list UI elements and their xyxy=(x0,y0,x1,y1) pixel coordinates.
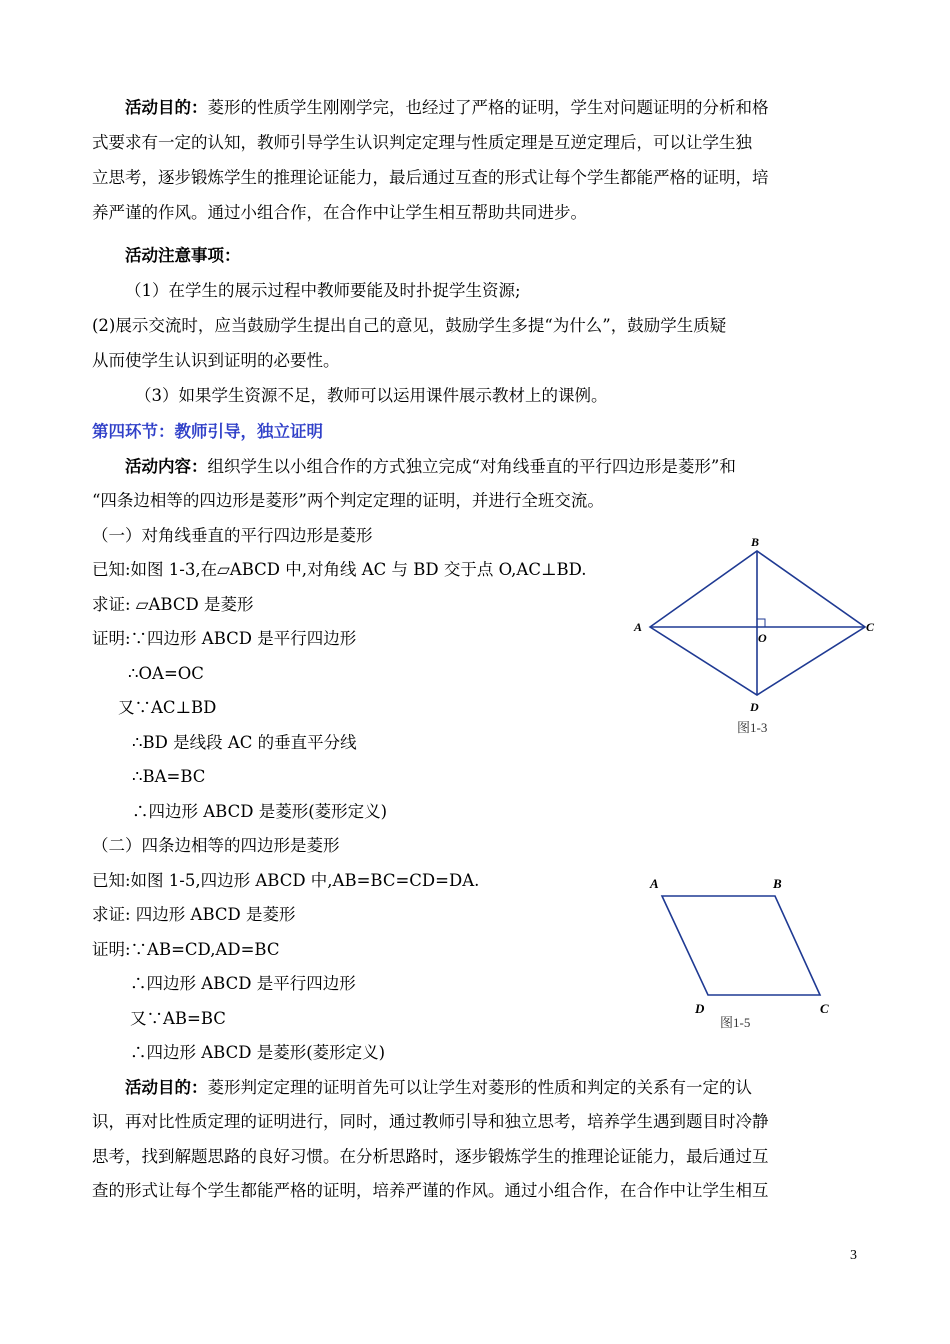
proof1-step-1: 证明:∵四边形 ABCD 是平行四边形 xyxy=(92,629,357,648)
caption-1-5: 图1-5 xyxy=(720,1015,751,1030)
proof1-step-2: ∴OA=OC xyxy=(128,664,204,683)
label-c: C xyxy=(820,1001,829,1016)
page-number: 3 xyxy=(850,1248,857,1263)
note-item-3: （3）如果学生资源不足，教师可以运用课件展示教材上的课例。 xyxy=(135,386,608,405)
proof2-step-2: ∴四边形 ABCD 是平行四边形 xyxy=(130,974,356,993)
content-line-2: “四条边相等的四边形是菱形”两个判定定理的证明，并进行全班交流。 xyxy=(92,491,604,510)
purpose-label: 活动目的： xyxy=(125,98,208,117)
content-label: 活动内容： xyxy=(125,457,208,476)
proof2-step-1: 证明:∵AB=CD,AD=BC xyxy=(92,940,280,959)
right-angle-mark xyxy=(757,619,765,627)
label-a: A xyxy=(634,620,643,634)
content-line-1 xyxy=(125,456,736,478)
text-span: 菱形判定定理的证明首先可以让学生对菱形的性质和判定的关系有一定的认 xyxy=(207,1078,752,1097)
figure-1-5 xyxy=(640,870,850,1040)
proof1-step-3: 又∵AC⊥BD xyxy=(118,698,217,717)
proof2-given: 已知:如图 1-5,四边形 ABCD 中,AB=BC=CD=DA. xyxy=(92,871,480,890)
purpose-paragraph-2-line-2: 识，再对比性质定理的证明进行，同时，通过教师引导和独立思考，培养学生遇到题目时冷静 xyxy=(92,1112,769,1131)
caption-1-3: 图1-3 xyxy=(737,720,768,735)
label-a: A xyxy=(650,876,659,891)
proof1-given: 已知:如图 1-3,在▱ABCD 中,对角线 AC 与 BD 交于点 O,AC⊥BD. xyxy=(92,560,587,579)
proof2-title: （二）四条边相等的四边形是菱形 xyxy=(92,836,340,855)
proof2-prove: 求证: 四边形 ABCD 是菱形 xyxy=(92,905,296,924)
label-b: B xyxy=(751,535,760,549)
figure-1-3 xyxy=(620,535,890,745)
note-item-2-line-1: (2)展示交流时，应当鼓励学生提出自己的意见，鼓励学生多提“为什么”，鼓励学生质疑 xyxy=(92,316,727,335)
purpose-paragraph-1-line-3: 立思考，逐步锻炼学生的推理论证能力，最后通过互查的形式让每个学生都能严格的证明，培 xyxy=(92,168,769,187)
text-span: 组织学生以小组合作的方式独立完成“对角线垂直的平行四边形是菱形”和 xyxy=(207,457,736,476)
proof1-title: （一）对角线垂直的平行四边形是菱形 xyxy=(92,526,373,545)
proof2-step-3: 又∵AB=BC xyxy=(130,1009,226,1028)
proof2-step-4: ∴四边形 ABCD 是菱形(菱形定义) xyxy=(130,1043,386,1062)
label-o: O xyxy=(758,631,767,645)
quadrilateral-outline xyxy=(662,896,820,995)
purpose-label-2: 活动目的： xyxy=(125,1078,208,1097)
purpose-paragraph-1-line-2: 式要求有一定的认知，教师引导学生认识判定定理与性质定理是互逆定理后，可以让学生独 xyxy=(92,133,752,152)
purpose-paragraph-2-line-1 xyxy=(125,1077,752,1099)
purpose-paragraph-2-line-3: 思考，找到解题思路的良好习惯。在分析思路时，逐步锻炼学生的推理论证能力，最后通过互 xyxy=(92,1147,769,1166)
notes-label: 活动注意事项： xyxy=(125,246,241,265)
label-d: D xyxy=(695,1001,705,1016)
note-item-1: （1）在学生的展示过程中教师要能及时扑捉学生资源; xyxy=(125,281,521,300)
label-d: D xyxy=(750,700,759,714)
proof1-step-5: ∴BA=BC xyxy=(132,767,206,786)
section-heading: 第四环节：教师引导，独立证明 xyxy=(92,422,323,441)
note-item-2-line-2: 从而使学生认识到证明的必要性。 xyxy=(92,351,340,370)
text-span: 菱形的性质学生刚刚学完，也经过了严格的证明，学生对问题证明的分析和格 xyxy=(207,98,769,117)
proof1-step-6: ∴四边形 ABCD 是菱形(菱形定义) xyxy=(132,802,388,821)
label-c: C xyxy=(866,620,875,634)
proof1-step-4: ∴BD 是线段 AC 的垂直平分线 xyxy=(132,733,357,752)
proof1-prove: 求证: ▱ABCD 是菱形 xyxy=(92,595,254,614)
label-b: B xyxy=(773,876,782,891)
purpose-paragraph-1-line-4: 养严谨的作风。通过小组合作，在合作中让学生相互帮助共同进步。 xyxy=(92,203,587,222)
purpose-paragraph-2-line-4: 查的形式让每个学生都能严格的证明，培养严谨的作风。通过小组合作，在合作中让学生相互 xyxy=(92,1181,769,1200)
purpose-paragraph-1-line-1 xyxy=(125,97,769,119)
